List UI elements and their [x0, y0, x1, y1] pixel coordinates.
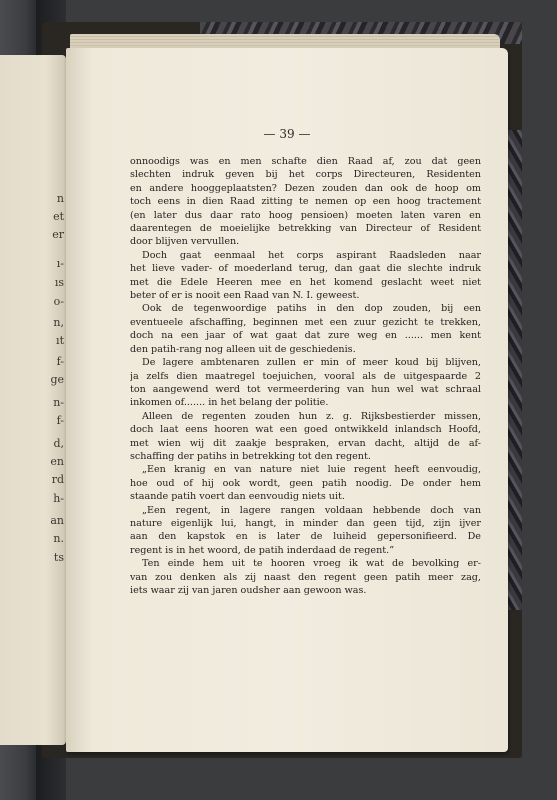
- left-page-text-fragment: h-: [53, 492, 64, 505]
- left-page-text-fragment: ı-: [56, 257, 64, 270]
- text-line: „Een regent, in lagere rangen voldaan hebbende doch van: [142, 504, 481, 516]
- text-line: regent is in het woord, de patih inderdaad de regent.”: [130, 544, 395, 556]
- text-line: hoe oud of hij ook wordt, geen patih noodig. De onder hem: [130, 477, 481, 489]
- left-page-text-fragment: et: [53, 210, 64, 223]
- text-line: eventueele afschaffing, beginnen met een zuur gezicht te trekken,: [130, 316, 481, 328]
- left-page-text-fragment: ge: [50, 373, 64, 386]
- text-line: met die Edele Heeren mee en het komend geslacht weet niet: [130, 276, 481, 288]
- text-line: door blijven vervullen.: [130, 236, 240, 248]
- left-page-text-fragment: n.: [53, 532, 64, 545]
- left-page-text-fragment: ts: [53, 551, 64, 564]
- left-page-text-fragment: ıs: [54, 276, 64, 289]
- text-line: doch na een jaar of wat gaat dat zure weg en ...... men kent: [130, 330, 481, 342]
- text-line: schaffing der patihs in betrekking tot den regent.: [130, 450, 371, 462]
- text-line: Alleen de regenten zouden hun z. g. Rijksbestierder missen,: [142, 410, 481, 422]
- left-page-text-fragment: er: [52, 228, 64, 241]
- text-line: Ten einde hem uit te hooren vroeg ik wat de bevolking er-: [142, 558, 481, 570]
- text-line: doch laat eens hooren wat een goed ontwikkeld inlandsch Hoofd,: [130, 424, 481, 436]
- text-line: iets waar zij van jaren oudsher aan gewoon was.: [130, 585, 367, 596]
- text-line: slechten indruk geven bij het corps Directeuren, Residenten: [130, 169, 481, 181]
- book-page: [66, 48, 508, 752]
- text-line: en andere hooggeplaatsten? Dezen zouden dan ook de hoop om: [130, 182, 481, 194]
- text-line: inkomen of....... in het belang der politie.: [130, 397, 329, 409]
- left-page-text-fragment: n: [56, 192, 64, 205]
- text-line: (en later dus daar rato hoog pensioen) moeten laten varen en: [130, 209, 481, 221]
- page-number: — 39 —: [263, 127, 311, 141]
- left-page-text-fragment: rd: [51, 473, 64, 486]
- text-line: Ook de tegenwoordige patihs in den dop zouden, bij een: [142, 303, 481, 315]
- page-text: [130, 155, 481, 597]
- left-page-text-fragment: en: [50, 455, 64, 468]
- text-line: daarentegen de moeielijke betrekking van Directeur of Resident: [130, 223, 481, 235]
- text-line: het lieve vader- of moederland terug, dan gaat die slechte indruk: [130, 263, 481, 275]
- left-page-text-fragment: d,: [53, 437, 64, 450]
- left-page-text-fragment: n,: [53, 316, 64, 329]
- text-line: „Een kranig en van nature niet luie regent heeft eenvoudig,: [142, 464, 481, 476]
- text-line: nature eigenlijk lui, hangt, in minder dan geen tijd, zijn ijver: [130, 517, 481, 529]
- marbled-cover-side: [506, 130, 522, 610]
- left-page-text-fragment: f-: [56, 355, 64, 368]
- left-page-text-fragment: an: [50, 514, 64, 527]
- text-line: met wien wij dit zaakje bespraken, ervan dacht, altijd de af-: [130, 437, 481, 449]
- text-line: onnoodigs was en men schafte dien Raad af, zou dat geen: [130, 156, 481, 167]
- text-line: De lagere ambtenaren zullen er min of meer koud bij blijven,: [142, 357, 481, 369]
- text-line: staande patih voert dan eenvoudig niets uit.: [130, 491, 345, 503]
- text-line: van zou denken als zij naast den regent geen patih meer zag,: [130, 571, 481, 583]
- text-line: aan den kapstok en is later de luiheid gepersonifieerd. De: [130, 531, 481, 543]
- left-page-text-fragment: f-: [56, 414, 64, 427]
- left-page-text-fragment: o-: [53, 295, 64, 308]
- text-line: ja zelfs dien maatregel toejuichen, vooral als de uitgespaarde 2: [130, 370, 481, 382]
- left-page-text-fragment: ıt: [56, 334, 64, 347]
- text-line: toch eens in dien Raad zitting te nemen op een hoog tractement: [130, 196, 481, 208]
- text-line: beter of er is nooit een Raad van N. I. geweest.: [130, 290, 360, 302]
- left-page-text-fragment: n-: [53, 396, 64, 409]
- text-line: Doch gaat eenmaal het corps aspirant Raadsleden naar: [142, 249, 481, 261]
- text-line: ton aangewend werd tot vermeerdering van hun wel wat schraal: [130, 383, 481, 395]
- left-page-fragment: [0, 55, 66, 745]
- text-line: den patih-rang nog alleen uit de geschiedenis.: [130, 343, 356, 355]
